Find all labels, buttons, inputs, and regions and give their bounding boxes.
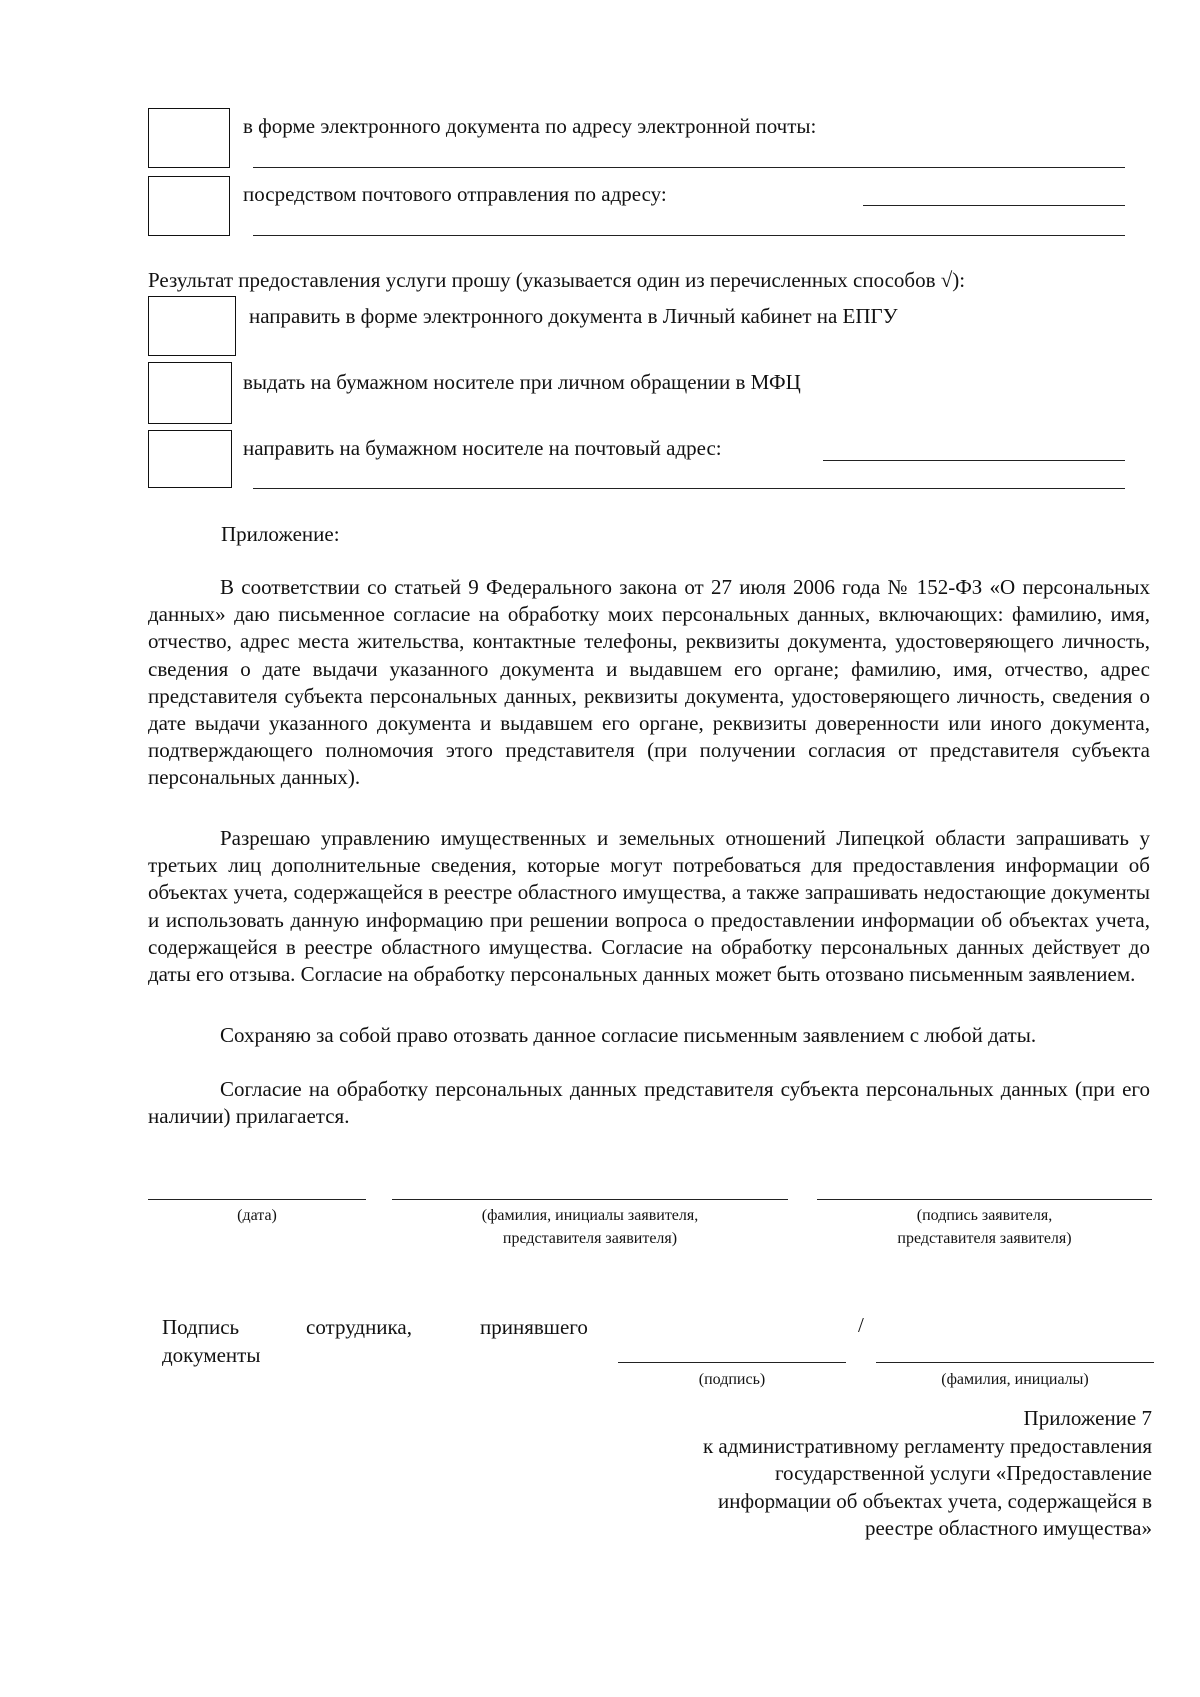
annex-line-2: государственной услуги «Предоставление bbox=[774, 1461, 1152, 1485]
applicant-name-line[interactable] bbox=[392, 1199, 788, 1200]
mail-address-line-2[interactable] bbox=[253, 488, 1125, 489]
option-email-label: в форме электронного документа по адресу электронной почты: bbox=[243, 114, 817, 138]
annex-line-1: к административному регламенту предоставления bbox=[702, 1433, 1152, 1458]
applicant-signature-line[interactable] bbox=[817, 1199, 1152, 1200]
option-post-label: посредством почтового отправления по адресу: bbox=[243, 182, 667, 206]
annex-line-3: информации об объектах учета, содержащейся в bbox=[718, 1488, 1152, 1513]
annex-line-4: реестре областного имущества» bbox=[864, 1516, 1152, 1540]
applicant-name-caption-2: представителя заявителя) bbox=[502, 1230, 678, 1247]
email-address-line[interactable] bbox=[253, 167, 1125, 168]
consent-paragraph-2: Разрешаю управлению имущественных и земельных отношений Липецкой области запрашивать у третьих лиц дополнительные сведения, которые могут потребоваться для предоставления информации об объектах учета, содержащейся в реестре областного имущества, а также запрашивать недостающие документы и использовать данную информацию при решении вопроса о предоставлении информации об объектах учета, содержащейся в реестре областного имущества. Согласие на обработку персональных данных действует до даты его отзыва. Согласие на обработку персональных данных может быть отозвано письменным заявлением. bbox=[148, 826, 1150, 987]
result-heading: Результат предоставления услуги прошу (указывается один из перечисленных способов √): bbox=[148, 268, 966, 292]
result-option-mail-label: направить на бумажном носителе на почтовый адрес: bbox=[243, 436, 722, 460]
post-address-line-2[interactable] bbox=[253, 235, 1125, 236]
annex-title: Приложение 7 bbox=[1023, 1406, 1152, 1430]
post-address-line-1[interactable] bbox=[863, 205, 1125, 206]
employee-word-1: Подпись bbox=[162, 1315, 240, 1339]
employee-word-3: принявшего bbox=[480, 1315, 588, 1339]
consent-paragraph-3: Сохраняю за собой право отозвать данное согласие письменным заявлением с любой даты. bbox=[220, 1023, 1037, 1047]
date-caption: (дата) bbox=[237, 1207, 277, 1224]
checkbox-result-mail[interactable] bbox=[148, 430, 232, 488]
applicant-name-caption-1: (фамилия, инициалы заявителя, bbox=[481, 1207, 699, 1224]
employee-signature-caption: (подпись) bbox=[698, 1371, 766, 1388]
result-option-epgu-label: направить в форме электронного документа в Личный кабинет на ЕПГУ bbox=[249, 304, 898, 328]
employee-signature-line[interactable] bbox=[618, 1362, 846, 1363]
applicant-signature-caption-2: представителя заявителя) bbox=[897, 1230, 1072, 1247]
mail-address-line-1[interactable] bbox=[823, 460, 1125, 461]
result-option-mfc-label: выдать на бумажном носителе при личном обращении в МФЦ bbox=[243, 370, 801, 394]
attachment-label: Приложение: bbox=[221, 522, 340, 546]
employee-name-line[interactable] bbox=[876, 1362, 1154, 1363]
employee-word-2: сотрудника, bbox=[306, 1315, 412, 1339]
date-line[interactable] bbox=[148, 1199, 366, 1200]
employee-word-4: документы bbox=[162, 1343, 261, 1367]
consent-paragraph-4: Согласие на обработку персональных данных представителя субъекта персональных данных (при его наличии) прилагается. bbox=[148, 1077, 1150, 1129]
checkbox-result-epgu[interactable] bbox=[148, 296, 236, 356]
consent-paragraph-1: В соответствии со статьей 9 Федерального закона от 27 июля 2006 года № 152-ФЗ «О персональных данных» даю письменное согласие на обработку моих персональных данных, включающих: фамилию, имя, отчество, адрес места жительства, контактные телефоны, реквизиты документа, удостоверяющего личность, сведения о дате выдачи указанного документа и выдавшем его органе; фамилию, имя, отчество, адрес представителя субъекта персональных данных, реквизиты документа, удостоверяющего личность, сведения о дате выдачи указанного документа и выдавшем его органе, реквизиты доверенности или иного документа, подтверждающего полномочия этого представителя (при получении согласия от представителя субъекта персональных данных). bbox=[148, 575, 1150, 790]
employee-slash: / bbox=[858, 1313, 864, 1337]
checkbox-post[interactable] bbox=[148, 176, 230, 236]
employee-name-caption: (фамилия, инициалы) bbox=[941, 1371, 1089, 1388]
checkbox-result-mfc[interactable] bbox=[148, 362, 232, 424]
annex-header bbox=[592, 1405, 1152, 1543]
checkbox-email[interactable] bbox=[148, 108, 230, 168]
applicant-signature-caption-1: (подпись заявителя, bbox=[916, 1207, 1053, 1224]
